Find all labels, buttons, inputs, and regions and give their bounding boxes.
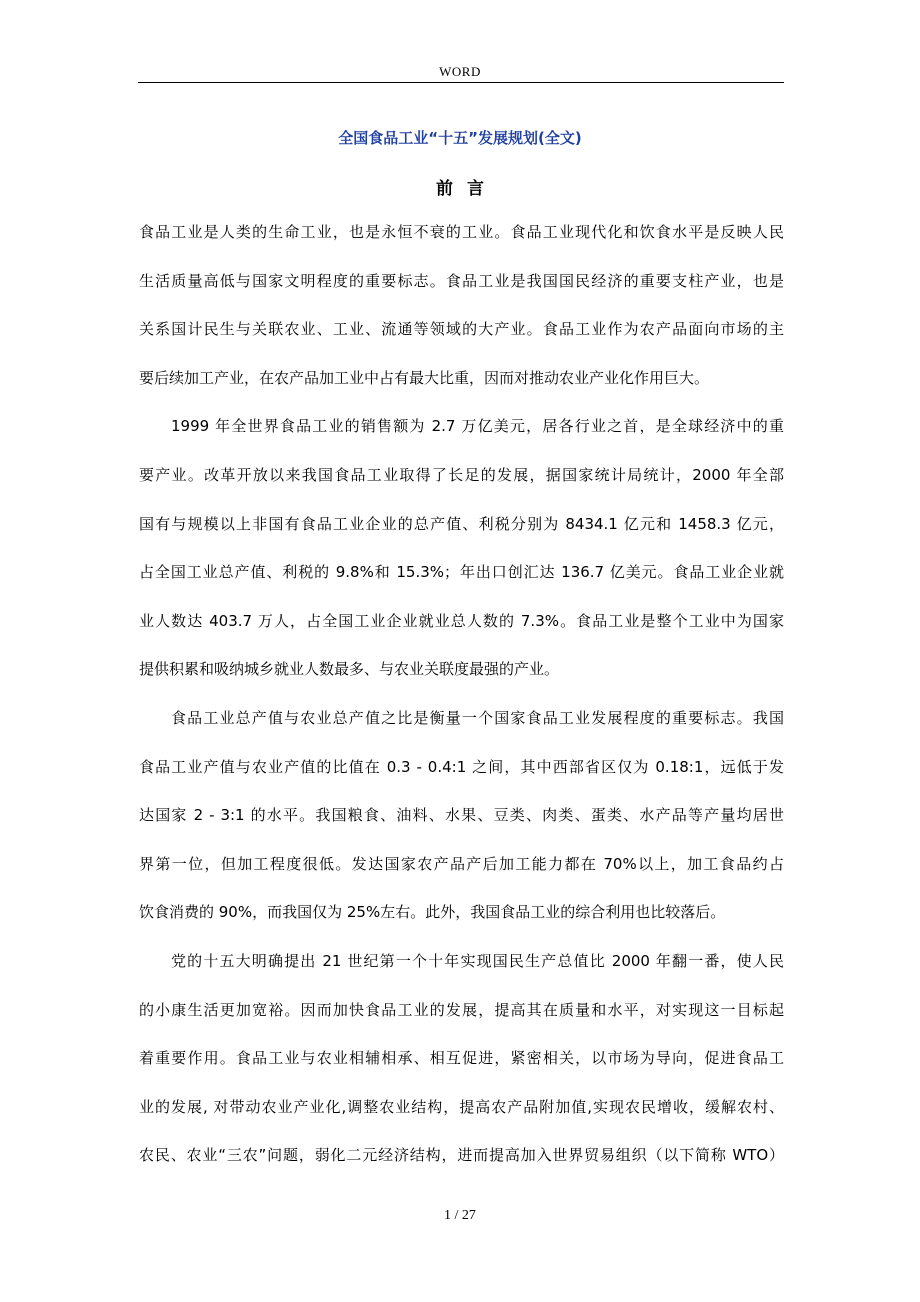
text-line: 食品工业是人类的生命工业，也是永恒不衰的工业。食品工业现代化和饮食水平是反映人民 (139, 223, 784, 241)
page-header: WORD (439, 64, 481, 79)
text-line: 达国家 2 - 3:1 的水平。我国粮食、油料、水果、豆类、肉类、蛋类、水产品等产量均居世 (139, 806, 784, 825)
text-line: 的小康生活更加宽裕。因而加快食品工业的发展，提高其在质量和水平，对实现这一目标起 (139, 1000, 784, 1019)
text-line: 生活质量高低与国家文明程度的重要标志。食品工业是我国国民经济的重要支柱产业，也是 (139, 271, 784, 290)
text-line: 食品工业总产值与农业总产值之比是衡量一个国家食品工业发展程度的重要标志。我国 (171, 708, 784, 727)
text-line: 党的十五大明确提出 21 世纪第一个十年实现国民生产总值比 2000 年翻一番，使人民 (171, 951, 784, 970)
text-line: 业的发展, 对带动农业产业化,调整农业结构，提高农产品附加值,实现农民增收，缓解农村、 (139, 1097, 784, 1116)
text-line: 要后续加工产业，在农产品加工业中占有最大比重，因而对推动农业产业化作用巨大。 (139, 368, 710, 387)
paragraph-3 (139, 702, 784, 945)
text-line: 饮食消费的 90%，而我国仅为 25%左右。此外，我国食品工业的综合利用也比较落后。 (139, 903, 726, 922)
text-line: 占全国工业总产值、利税的 9.8%和 15.3%；年出口创汇达 136.7 亿美元。食品工业企业就 (139, 563, 784, 582)
header-divider (138, 82, 784, 83)
paragraph-2 (139, 410, 784, 702)
page-indicator: 1 / 27 (444, 1208, 476, 1223)
text-line: 界第一位，但加工程度很低。发达国家农产品产后加工能力都在 70%以上，加工食品约占 (139, 854, 784, 873)
text-line: 关系国计民生与关联农业、工业、流通等领域的大产业。食品工业作为农产品面向市场的主 (139, 320, 784, 339)
paragraph-1 (139, 216, 784, 410)
document-title: 全国食品工业“十五”发展规划(全文) (338, 129, 582, 147)
text-line: 食品工业产值与农业产值的比值在 0.3 - 0.4:1 之间，其中西部省区仅为 0.18:1，远低于发 (139, 757, 784, 776)
text-line: 业人数达 403.7 万人，占全国工业企业就业总人数的 7.3%。食品工业是整个工业中为国家 (139, 611, 784, 630)
paragraph-4 (139, 945, 784, 1188)
text-line: 着重要作用。食品工业与农业相辅相承、相互促进，紧密相关，以市场为导向，促进食品工 (139, 1049, 784, 1068)
document-body (139, 216, 784, 1188)
text-line: 提供积累和吸纳城乡就业人数最多、与农业关联度最强的产业。 (139, 660, 560, 679)
text-line: 要产业。改革开放以来我国食品工业取得了长足的发展，据国家统计局统计，2000 年全部 (139, 465, 784, 484)
text-line: 农民、农业“三农”问题，弱化二元经济结构，进而提高加入世界贸易组织（以下简称 WTO） (139, 1146, 784, 1165)
section-heading: 前言 (436, 179, 498, 199)
text-line: 1999 年全世界食品工业的销售额为 2.7 万亿美元，居各行业之首，是全球经济中的重 (171, 417, 784, 436)
text-line: 国有与规模以上非国有食品工业企业的总产值、利税分别为 8434.1 亿元和 1458.3 亿元， (139, 514, 784, 533)
